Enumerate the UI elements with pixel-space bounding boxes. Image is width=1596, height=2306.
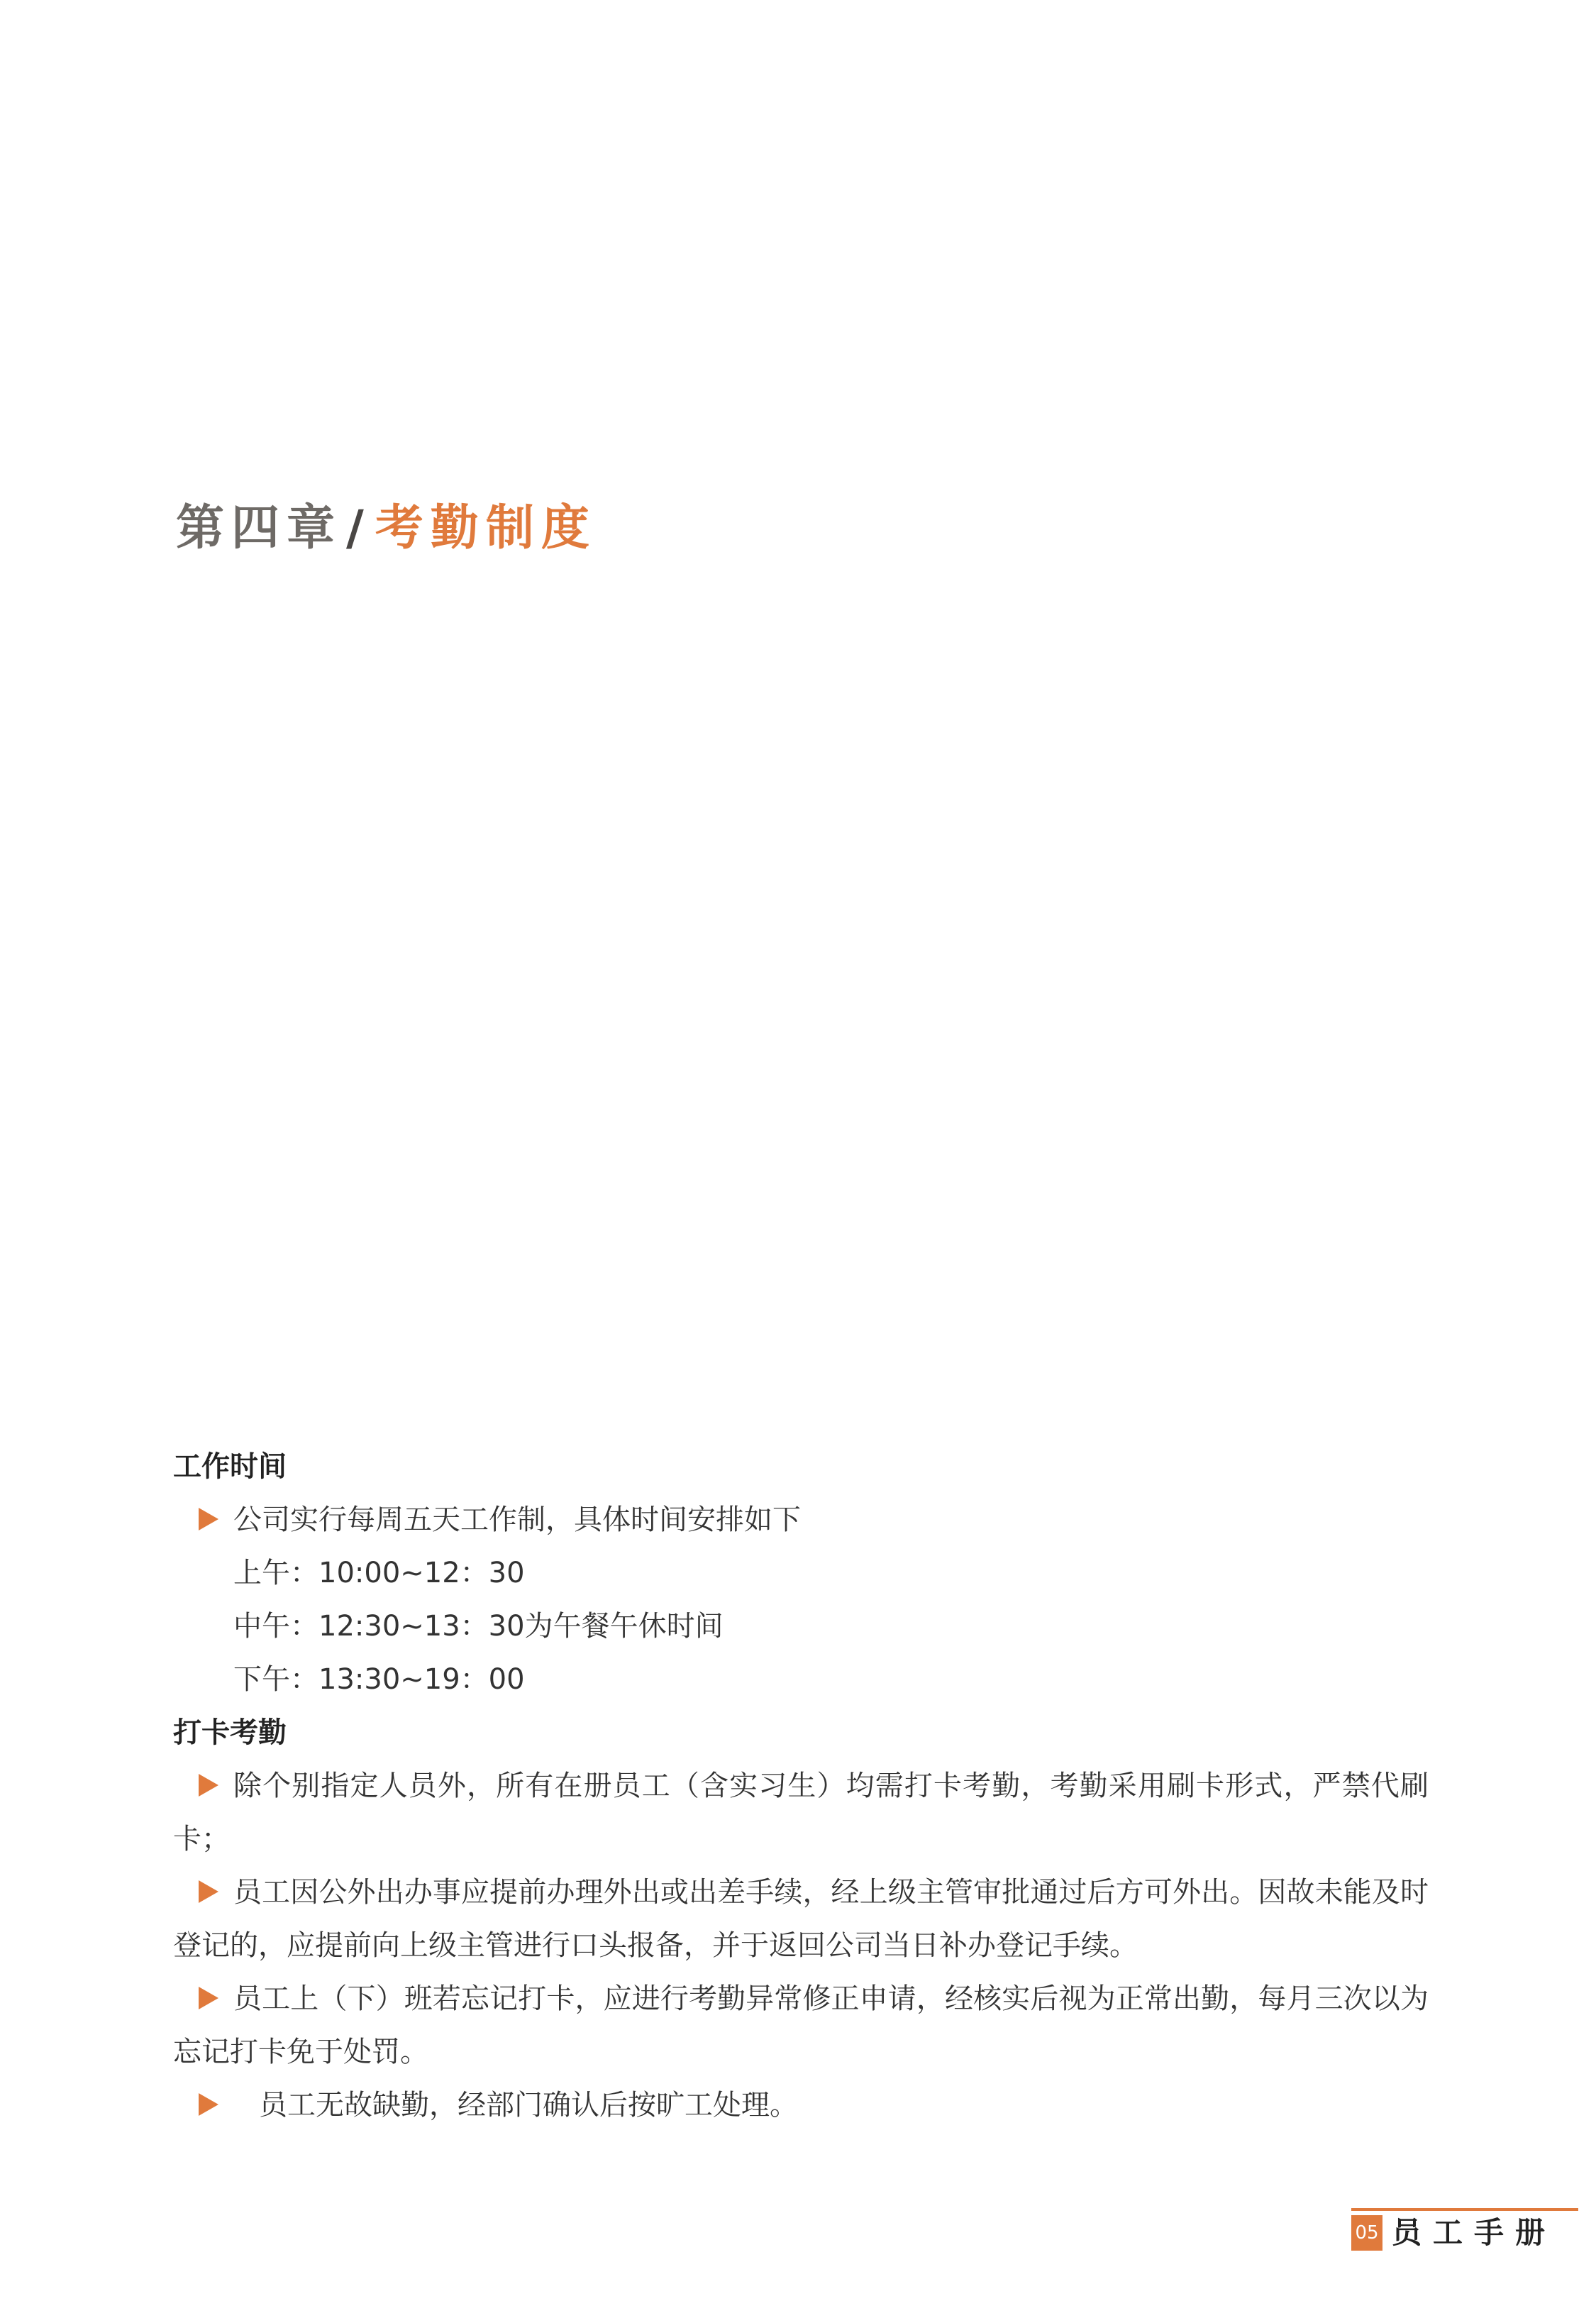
section-heading-work-hours: 工作时间	[173, 1450, 287, 1483]
page-number-badge: 05	[1351, 2215, 1382, 2251]
triangle-bullet-icon	[199, 1880, 218, 1903]
list-item	[173, 1494, 1429, 1547]
chapter-content	[173, 1440, 1429, 2132]
triangle-bullet-icon	[199, 1987, 218, 2009]
work-hours-intro: 公司实行每周五天工作制，具体时间安排如下	[233, 1504, 801, 1536]
list-item	[173, 1866, 1429, 1973]
chapter-title	[176, 497, 597, 561]
triangle-bullet-icon	[199, 1774, 218, 1797]
chapter-slash: /	[346, 500, 371, 556]
clock-in-rule-1: 除个别指定人员外，所有在册员工（含实习生）均需打卡考勤，考勤采用刷卡形式，严禁代刷卡；	[173, 1770, 1429, 1855]
schedule-morning: 上午：10:00~12：30	[233, 1557, 525, 1589]
list-item	[173, 1760, 1429, 1866]
chapter-name: 考勤制度	[375, 500, 597, 556]
clock-in-rule-2: 员工因公外出办事应提前办理外出或出差手续，经上级主管审批通过后方可外出。因故未能及时登记的，应提前向上级主管进行口头报备，并于返回公司当日补办登记手续。	[173, 1876, 1429, 1962]
list-item	[173, 2079, 1429, 2132]
chapter-number: 第四章	[176, 500, 343, 556]
clock-in-rule-3: 员工上（下）班若忘记打卡，应进行考勤异常修正申请，经核实后视为正常出勤，每月三次以为忘记打卡免于处罚。	[173, 1982, 1429, 2068]
clock-in-rule-4: 员工无故缺勤，经部门确认后按旷工处理。	[259, 2089, 798, 2122]
triangle-bullet-icon	[199, 1508, 218, 1530]
section-heading-clock-in: 打卡考勤	[173, 1716, 287, 1749]
footer-divider	[1351, 2208, 1578, 2211]
schedule-afternoon: 下午：13:30~19：00	[233, 1663, 525, 1696]
schedule-noon: 中午：12:30~13：30为午餐午休时间	[233, 1610, 724, 1643]
list-item	[173, 1973, 1429, 2079]
triangle-bullet-icon	[199, 2093, 218, 2116]
footer-title: 员工手册	[1392, 2215, 1557, 2250]
